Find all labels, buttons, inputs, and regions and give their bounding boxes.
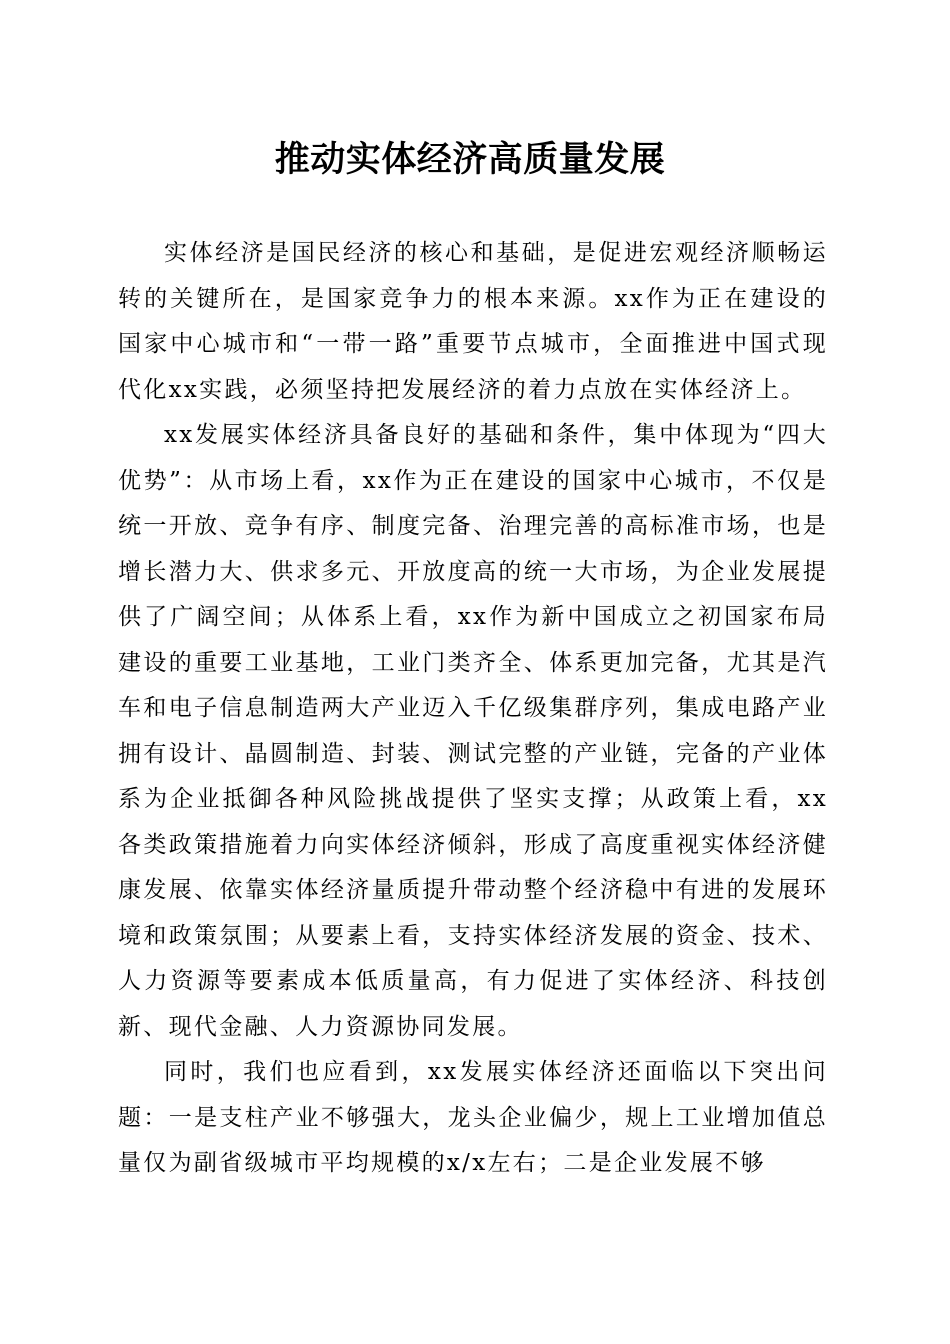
paragraph-3: 同时，我们也应看到，xx发展实体经济还面临以下突出问题：一是支柱产业不够强大，龙头企业偏少，规上工业增加值总量仅为副省级城市平均规模的x/x左右；二是企业发展不够 bbox=[118, 1059, 828, 1176]
document-body bbox=[118, 231, 828, 1187]
document-title: 推动实体经济高质量发展 bbox=[274, 139, 666, 180]
paragraph-1: 实体经济是国民经济的核心和基础，是促进宏观经济顺畅运转的关键所在，是国家竞争力的根本来源。xx作为正在建设的国家中心城市和“一带一路”重要节点城市，全面推进中国式现代化xx实践，必须坚持把发展经济的着力点放在实体经济上。 bbox=[118, 240, 828, 403]
paragraph-2: xx发展实体经济具备良好的基础和条件，集中体现为“四大优势”：从市场上看，xx作为正在建设的国家中心城市，不仅是统一开放、竞争有序、制度完备、治理完善的高标准市场，也是增长潜力大、供求多元、开放度高的统一大市场，为企业发展提供了广阔空间；从体系上看，xx作为新中国成立之初国家布局建设的重要工业基地，工业门类齐全、体系更加完备，尤其是汽车和电子信息制造两大产业迈入千亿级集群序列，集成电路产业拥有设计、晶圆制造、封装、测试完整的产业链，完备的产业体系为企业抵御各种风险挑战提供了坚实支撑；从政策上看，xx各类政策措施着力向实体经济倾斜，形成了高度重视实体经济健康发展、依靠实体经济量质提升带动整个经济稳中有进的发展环境和政策氛围；从要素上看，支持实体经济发展的资金、技术、人力资源等要素成本低质量高，有力促进了实体经济、科技创新、现代金融、人力资源协同发展。 bbox=[118, 422, 828, 1040]
